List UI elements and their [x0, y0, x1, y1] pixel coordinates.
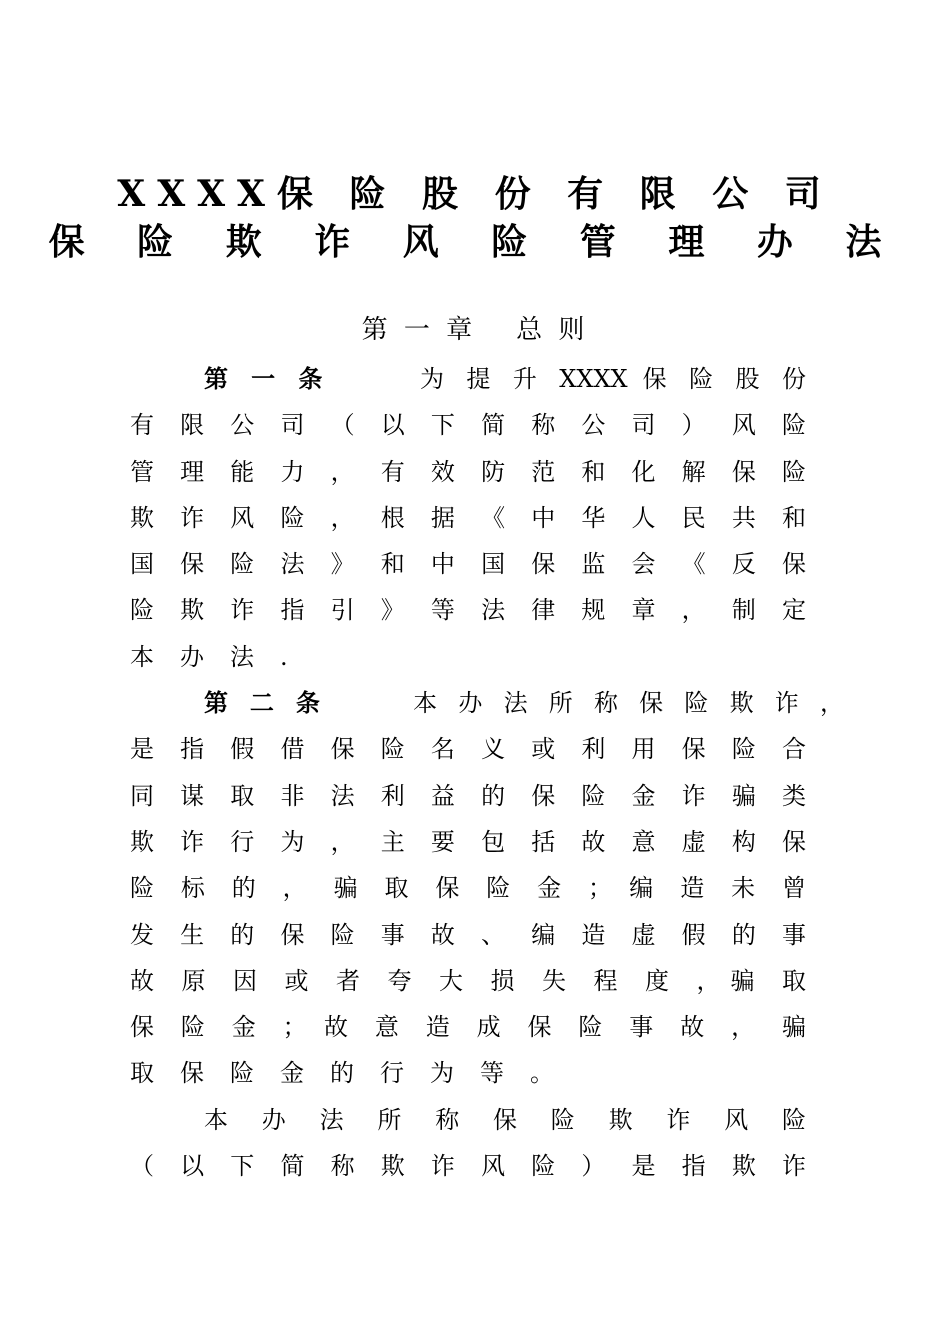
article-2-line: 险 标 的 ， 骗 取 保 险 金 ； 编 造 未 曾: [130, 874, 806, 903]
article-2-line: 发 生 的 保 险 事 故 、 编 造 虚 假 的 事: [130, 920, 806, 949]
article-2-line: 是 指 假 借 保 险 名 义 或 利 用 保 险 合: [130, 735, 806, 764]
article-2-line: 欺 诈 行 为 ， 主 要 包 括 故 意 虚 构 保: [130, 827, 806, 856]
chapter-number: 第 一 章: [361, 315, 477, 345]
article-2-line: 保 险 金 ； 故 意 造 成 保 险 事 故 ， 骗: [130, 1013, 806, 1042]
title-company: XXXX保 险 股 份 有 限 公 司: [117, 173, 833, 215]
article-2-first-line: [130, 680, 844, 726]
article-1-first-line: [130, 356, 806, 402]
article-1-line: 国 保 险 法 》 和 中 国 保 监 会 《 反 保: [130, 550, 806, 579]
paragraph-3-line: （ 以 下 简 称 欺 诈 风 险 ） 是 指 欺 诈: [130, 1152, 806, 1181]
paragraph-3-first-line: 本 办 法 所 称 保 险 欺 诈 风 险: [204, 1105, 806, 1134]
article-2-label: 第 二 条: [204, 688, 327, 718]
article-1-line: 有 限 公 司 （ 以 下 简 称 公 司 ） 风 险: [130, 411, 806, 440]
article-1-line: 险 欺 诈 指 引 》 等 法 律 规 章 ， 制 定: [130, 596, 806, 625]
chapter-heading: [0, 312, 950, 348]
title-regulation: 保 险 欺 诈 风 险 管 理 办 法: [48, 221, 902, 263]
article-1-text: 为 提 升 XXXX 保 险 股 份: [419, 365, 806, 393]
article-1-last-line: 本办法.: [130, 642, 314, 671]
body-text: [130, 356, 844, 1189]
article-2-last-line: 取保险金的行为等。: [130, 1059, 580, 1088]
article-2-line: 故 原 因 或 者 夸 大 损 失 程 度 ，骗 取: [130, 966, 806, 995]
article-1-line: 欺 诈 风 险 ， 根 据 《 中 华 人 民 共 和: [130, 503, 806, 532]
article-1-line: 管 理 能 力 ， 有 效 防 范 和 化 解 保 险: [130, 457, 806, 486]
article-1-label: 第 一 条: [204, 364, 330, 393]
article-2-line: 同 谋 取 非 法 利 益 的 保 险 金 诈 骗 类: [130, 781, 806, 810]
article-2-text: 本 办 法 所 称 保 险 欺 诈 ，: [413, 689, 844, 718]
chapter-name: 总 则: [516, 315, 589, 345]
